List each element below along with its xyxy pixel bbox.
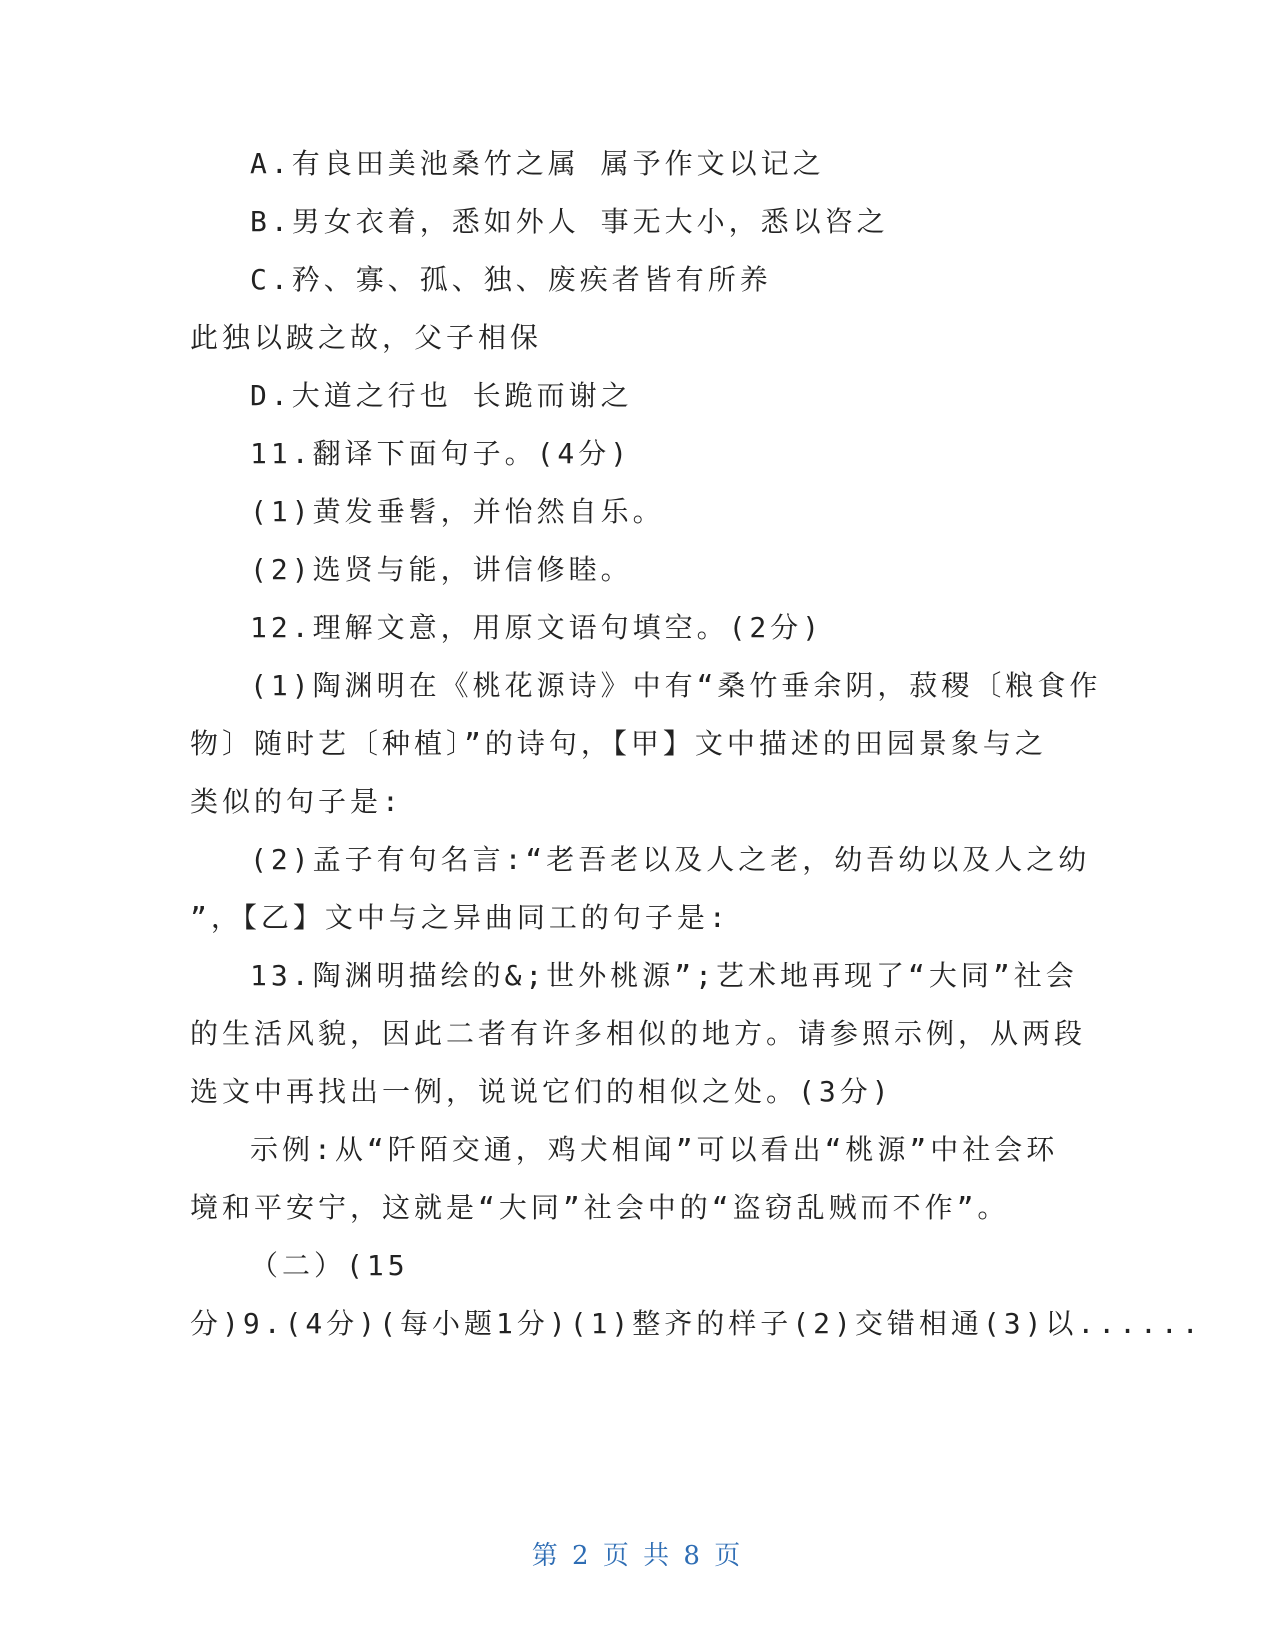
- question-12-item-1-line-2: 物〕随时艺〔种植〕”的诗句，【甲】文中描述的田园景象与之: [190, 727, 1047, 760]
- section-two-heading: （二）(15: [250, 1249, 409, 1282]
- question-12-item-1-line-3: 类似的句子是:: [190, 785, 403, 818]
- option-c-continued: 此独以跛之故，父子相保: [190, 321, 543, 354]
- footer-prefix: 第: [531, 1541, 561, 1571]
- option-d: D.大道之行也 长跪而谢之: [250, 379, 633, 412]
- question-11-item-2: (2)选贤与能，讲信修睦。: [250, 553, 633, 586]
- question-12-item-2: (2)孟子有句名言:“老吾老以及人之老，幼吾幼以及人之幼: [250, 843, 1091, 876]
- question-13: 13.陶渊明描绘的&;世外桃源”;艺术地再现了“大同”社会: [250, 959, 1078, 992]
- question-13-line-3: 选文中再找出一例，说说它们的相似之处。(3分): [190, 1075, 893, 1108]
- option-c: C.矜、寡、孤、独、废疾者皆有所养: [250, 263, 772, 296]
- footer-suffix: 页: [714, 1541, 744, 1571]
- question-12-item-1: (1)陶渊明在《桃花源诗》中有“桑竹垂余阴，菽稷〔粮食作: [250, 669, 1102, 702]
- page-footer: [0, 1538, 1275, 1574]
- footer-total-pages: 8: [683, 1541, 703, 1571]
- question-13-line-2: 的生活风貌，因此二者有许多相似的地方。请参照示例，从两段: [190, 1017, 1087, 1050]
- question-11: 11.翻译下面句子。(4分): [250, 437, 632, 470]
- option-a: A.有良田美池桑竹之属 属予作文以记之: [250, 147, 825, 180]
- question-12-item-2-line-2: ”，【乙】文中与之异曲同工的句子是:: [190, 901, 730, 934]
- example-line-2: 境和平安宁，这就是“大同”社会中的“盗窃乱贼而不作”。: [190, 1191, 1010, 1224]
- question-11-item-1: (1)黄发垂髫，并怡然自乐。: [250, 495, 665, 528]
- option-b: B.男女衣着，悉如外人 事无大小，悉以咨之: [250, 205, 889, 238]
- answer-line: 分)9.(4分)(每小题1分)(1)整齐的样子(2)交错相通(3)以......: [190, 1307, 1203, 1340]
- question-12: 12.理解文意，用原文语句填空。(2分): [250, 611, 824, 644]
- footer-middle: 页 共: [602, 1541, 673, 1571]
- example: 示例:从“阡陌交通，鸡犬相闻”可以看出“桃源”中社会环: [250, 1133, 1059, 1166]
- footer-current-page: 2: [572, 1541, 592, 1571]
